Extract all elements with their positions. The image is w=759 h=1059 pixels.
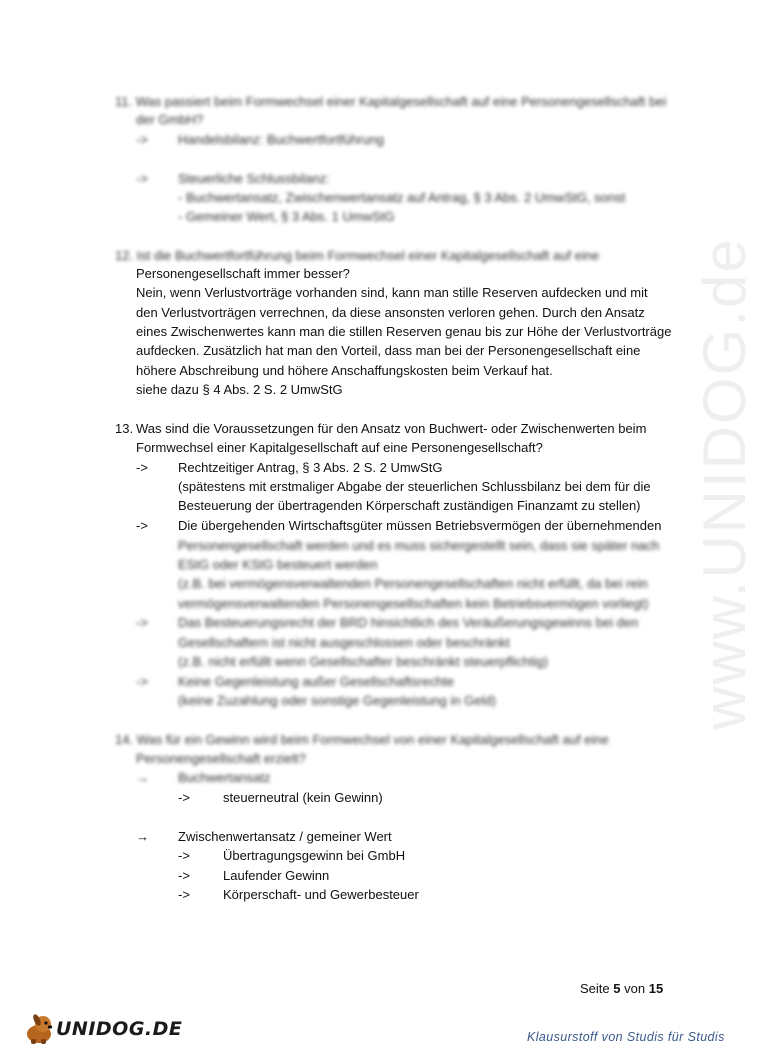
- q14-sub-arrow-1: ->: [178, 790, 190, 805]
- q11-line-1: 11. Was passiert beim Formwechsel einer Kapitalgesellschaft auf eine Personengesellschaft bei: [115, 94, 667, 109]
- q13-arrow-1: ->: [136, 460, 148, 475]
- q14-sub-1: steuerneutral (kein Gewinn): [223, 790, 383, 805]
- q14-arrow-2: →: [136, 829, 149, 844]
- q14-sub-arrow-4: ->: [178, 887, 190, 902]
- q13-answer-3: Das Besteuerungsrecht der BRD hinsichtlich des Veräußerungsgewinns bei den: [178, 615, 639, 630]
- q13-arrow-2: ->: [136, 518, 148, 533]
- q12-line-2: Personengesellschaft immer besser?: [136, 266, 350, 281]
- page-of: von: [624, 981, 646, 996]
- q12-line-7: höhere Abschreibung und höhere Anschaffungskosten beim Verkauf hat.: [136, 363, 553, 378]
- q14-sub-2: Übertragungsgewinn bei GmbH: [223, 848, 406, 863]
- q13-arrow-3: ->: [136, 615, 148, 630]
- q12-line-1: 12. Ist die Buchwertfortführung beim Formwechsel einer Kapitalgesellschaft auf eine: [115, 248, 600, 263]
- q11-arrow-1: ->: [136, 132, 148, 147]
- page-total: 15: [648, 981, 664, 996]
- q14-line-1: 14. Was für ein Gewinn wird beim Formwechsel von einer Kapitalgesellschaft auf eine: [115, 732, 609, 747]
- q14-sub-4: Körperschaft- und Gewerbesteuer: [223, 887, 419, 902]
- q12-line-6: aufdecken. Zusätzlich hat man den Vorteil, dass man bei der Personengesellschaft eine: [136, 343, 641, 358]
- q13-answer-2e: vermögensverwaltenden Personengesellschaften kein Betriebsvermögen vorliegt): [178, 596, 649, 611]
- q13-answer-1c: Besteuerung der übertragenden Körperschaft zuständigen Finanzamt zu stellen): [178, 498, 641, 513]
- q13-answer-4b: (keine Zuzahlung oder sonstige Gegenleistung in Geld): [178, 693, 496, 708]
- q13-answer-2: Die übergehenden Wirtschaftsgüter müssen Betriebsvermögen der übernehmenden: [178, 518, 662, 533]
- q14-arrow-1: →: [136, 770, 149, 785]
- unidog-logo: [22, 1012, 182, 1046]
- q11-answer-1: Handelsbilanz: Buchwertfortführung: [178, 132, 384, 147]
- q13-answer-1b: (spätestens mit erstmaliger Abgabe der steuerlichen Schlussbilanz bei dem für die: [178, 479, 651, 494]
- q13-answer-3c: (z.B. nicht erfüllt wenn Gesellschafter beschränkt steuerpflichtig): [178, 654, 548, 669]
- q13-answer-1: Rechtzeitiger Antrag, § 3 Abs. 2 S. 2 UmwStG: [178, 460, 443, 475]
- q12-line-3: Nein, wenn Verlustvorträge vorhanden sind, kann man stille Reserven aufdecken und mit: [136, 285, 648, 300]
- q14-sub-arrow-3: ->: [178, 868, 190, 883]
- q12-line-8: siehe dazu § 4 Abs. 2 S. 2 UmwStG: [136, 382, 343, 397]
- footer-tagline: Klausurstoff von Studis für Studis: [527, 1030, 725, 1044]
- q14-sub-arrow-2: ->: [178, 848, 190, 863]
- q13-answer-3b: Gesellschaftern ist nicht ausgeschlossen oder beschränkt: [178, 635, 510, 650]
- dog-mascot-icon: [22, 1012, 56, 1046]
- q12-line-5: eines Zwischenwertes kann man die stillen Reserven genau bis zur Höhe der Verlustvorträge: [136, 324, 672, 339]
- q13-number: 13.: [115, 421, 134, 436]
- q14-line-2: Personengesellschaft erzielt?: [136, 751, 306, 766]
- q11-answer-3: - Buchwertansatz, Zwischenwertansatz auf Antrag, § 3 Abs. 2 UmwStG, sonst: [178, 190, 626, 205]
- q12-line-4: den Verlustvorträgen verrechnen, da diese ansonsten verloren gehen. Durch den Ansatz: [136, 305, 645, 320]
- q13-arrow-4: ->: [136, 674, 148, 689]
- page-prefix: Seite: [580, 981, 610, 996]
- q11-arrow-2: ->: [136, 171, 148, 186]
- q13-answer-2d: (z.B. bei vermögensverwaltenden Personengesellschaften nicht erfüllt, da bei rein: [178, 576, 648, 591]
- page-current: 5: [613, 981, 621, 996]
- q11-answer-2: Steuerliche Schlussbilanz:: [178, 171, 330, 186]
- q11-line-2: der GmbH?: [136, 112, 204, 127]
- q13-line-1: Was sind die Voraussetzungen für den Ansatz von Buchwert- oder Zwischenwerten beim: [136, 421, 647, 436]
- page-number: [580, 981, 663, 996]
- q14-answer-1: Buchwertansatz: [178, 770, 271, 785]
- q14-answer-2: Zwischenwertansatz / gemeiner Wert: [178, 829, 392, 844]
- q11-answer-4: - Gemeiner Wert, § 3 Abs. 1 UmwStG: [178, 209, 395, 224]
- logo-text: UNIDOG.DE: [56, 1018, 183, 1040]
- q13-line-2: Formwechsel einer Kapitalgesellschaft auf eine Personengesellschaft?: [136, 440, 543, 455]
- q14-sub-3: Laufender Gewinn: [223, 868, 330, 883]
- q13-answer-4: Keine Gegenleistung außer Gesellschaftsrechte: [178, 674, 455, 689]
- watermark: www.UNIDOG.de: [691, 237, 758, 730]
- q13-answer-2b: Personengesellschaft werden und es muss sichergestellt sein, dass sie später nach: [178, 538, 660, 553]
- q13-answer-2c: EStG oder KStG besteuert werden: [178, 557, 378, 572]
